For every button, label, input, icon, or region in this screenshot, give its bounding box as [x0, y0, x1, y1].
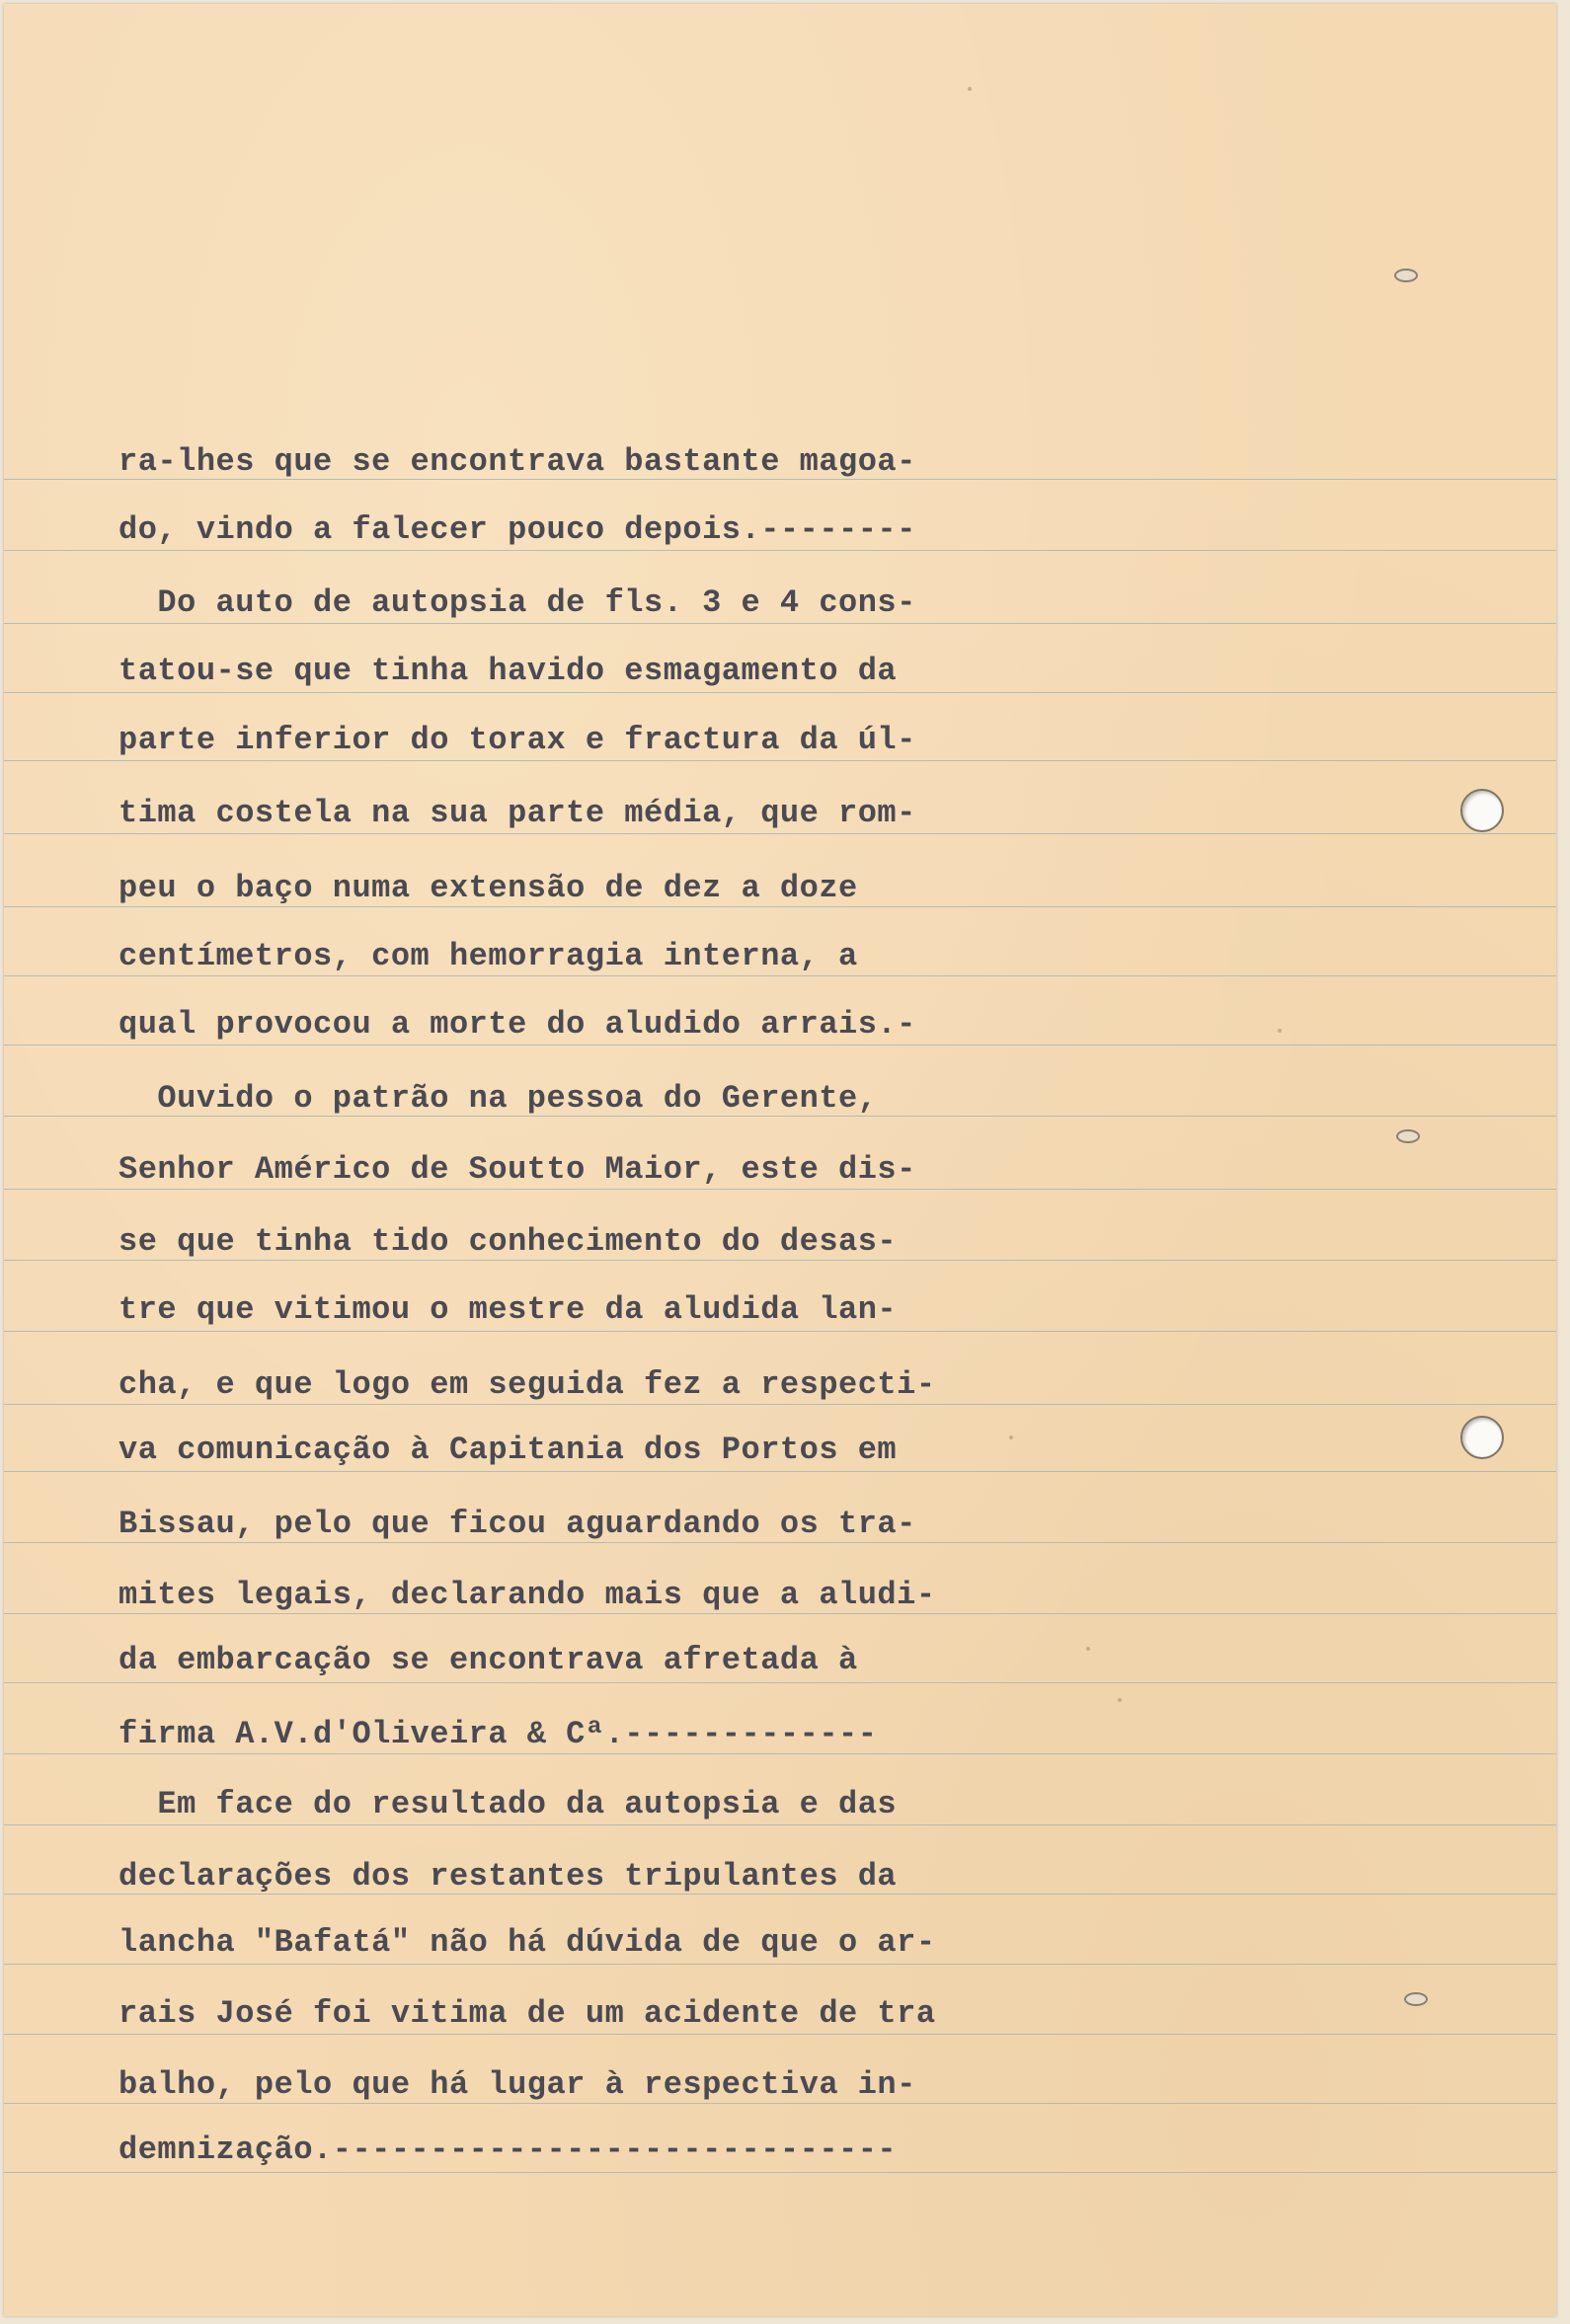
text-line: parte inferior do torax e fractura da úl-: [118, 722, 916, 758]
paper-speck: [1118, 1698, 1122, 1702]
ruled-line: [4, 1045, 1556, 1046]
text-line: va comunicação à Capitania dos Portos em: [118, 1432, 898, 1468]
text-line: da embarcação se encontrava afretada à: [118, 1642, 858, 1678]
text-line: do, vindo a falecer pouco depois.--------: [118, 511, 916, 548]
ruled-line: [4, 1331, 1556, 1332]
text-line: cha, e que logo em seguida fez a respecti-: [118, 1366, 936, 1403]
text-line: ra-lhes que se encontrava bastante magoa-: [118, 443, 916, 480]
text-line: demnização.-----------------------------: [118, 2131, 898, 2168]
ruled-line: [4, 2172, 1556, 2173]
ruled-line: [4, 1189, 1556, 1190]
text-line: lancha "Bafatá" não há dúvida de que o ar-: [118, 1924, 936, 1961]
ruled-line: [4, 692, 1556, 693]
paper-speck: [1086, 1647, 1090, 1651]
ruled-line: [4, 1471, 1556, 1472]
ruled-line: [4, 1753, 1556, 1754]
text-line: declarações dos restantes tripulantes da: [118, 1858, 898, 1895]
ruled-line: [4, 1824, 1556, 1825]
text-line: rais José foi vitima de um acidente de tra: [118, 1995, 936, 2032]
text-line: firma A.V.d'Oliveira & Cª.-------------: [118, 1716, 878, 1752]
text-line: centímetros, com hemorragia interna, a: [118, 938, 858, 974]
text-line: peu o baço numa extensão de dez a doze: [118, 870, 858, 906]
text-line: tatou-se que tinha havido esmagamento da: [118, 653, 898, 689]
ruled-line: [4, 760, 1556, 761]
punch-hole: [1460, 1416, 1504, 1459]
ruled-line: [4, 550, 1556, 551]
ruled-line: [4, 1613, 1556, 1614]
ruled-line: [4, 1260, 1556, 1261]
text-line: qual provocou a morte do aludido arrais.-: [118, 1006, 916, 1043]
punch-hole: [1460, 789, 1504, 832]
ruled-line: [4, 2034, 1556, 2035]
paper-speck: [968, 87, 972, 91]
ruled-line: [4, 975, 1556, 976]
text-line: tre que vitimou o mestre da aludida lan-: [118, 1291, 898, 1328]
ruled-line: [4, 833, 1556, 834]
ruled-line: [4, 1542, 1556, 1543]
staple-mark: [1394, 269, 1418, 282]
text-line: tima costela na sua parte média, que rom-: [118, 795, 916, 831]
ruled-line: [4, 1682, 1556, 1683]
text-line: mites legais, declarando mais que a aludi-: [118, 1577, 936, 1613]
paper-speck: [1009, 1435, 1013, 1439]
ruled-line: [4, 2103, 1556, 2104]
text-line: se que tinha tido conhecimento do desas-: [118, 1223, 898, 1260]
ruled-line: [4, 906, 1556, 907]
text-line: Do auto de autopsia de fls. 3 e 4 cons-: [118, 584, 916, 621]
staple-mark: [1404, 1992, 1428, 2006]
ruled-line: [4, 1964, 1556, 1965]
staple-mark: [1396, 1129, 1420, 1143]
ruled-line: [4, 1404, 1556, 1405]
document-page: [4, 4, 1556, 2316]
text-line: Bissau, pelo que ficou aguardando os tra-: [118, 1506, 916, 1542]
text-line: Ouvido o patrão na pessoa do Gerente,: [118, 1080, 878, 1117]
text-line: balho, pelo que há lugar à respectiva in-: [118, 2066, 916, 2103]
text-line: Em face do resultado da autopsia e das: [118, 1786, 898, 1822]
text-line: Senhor Américo de Soutto Maior, este dis-: [118, 1151, 916, 1188]
paper-speck: [1278, 1029, 1282, 1033]
ruled-line: [4, 623, 1556, 624]
